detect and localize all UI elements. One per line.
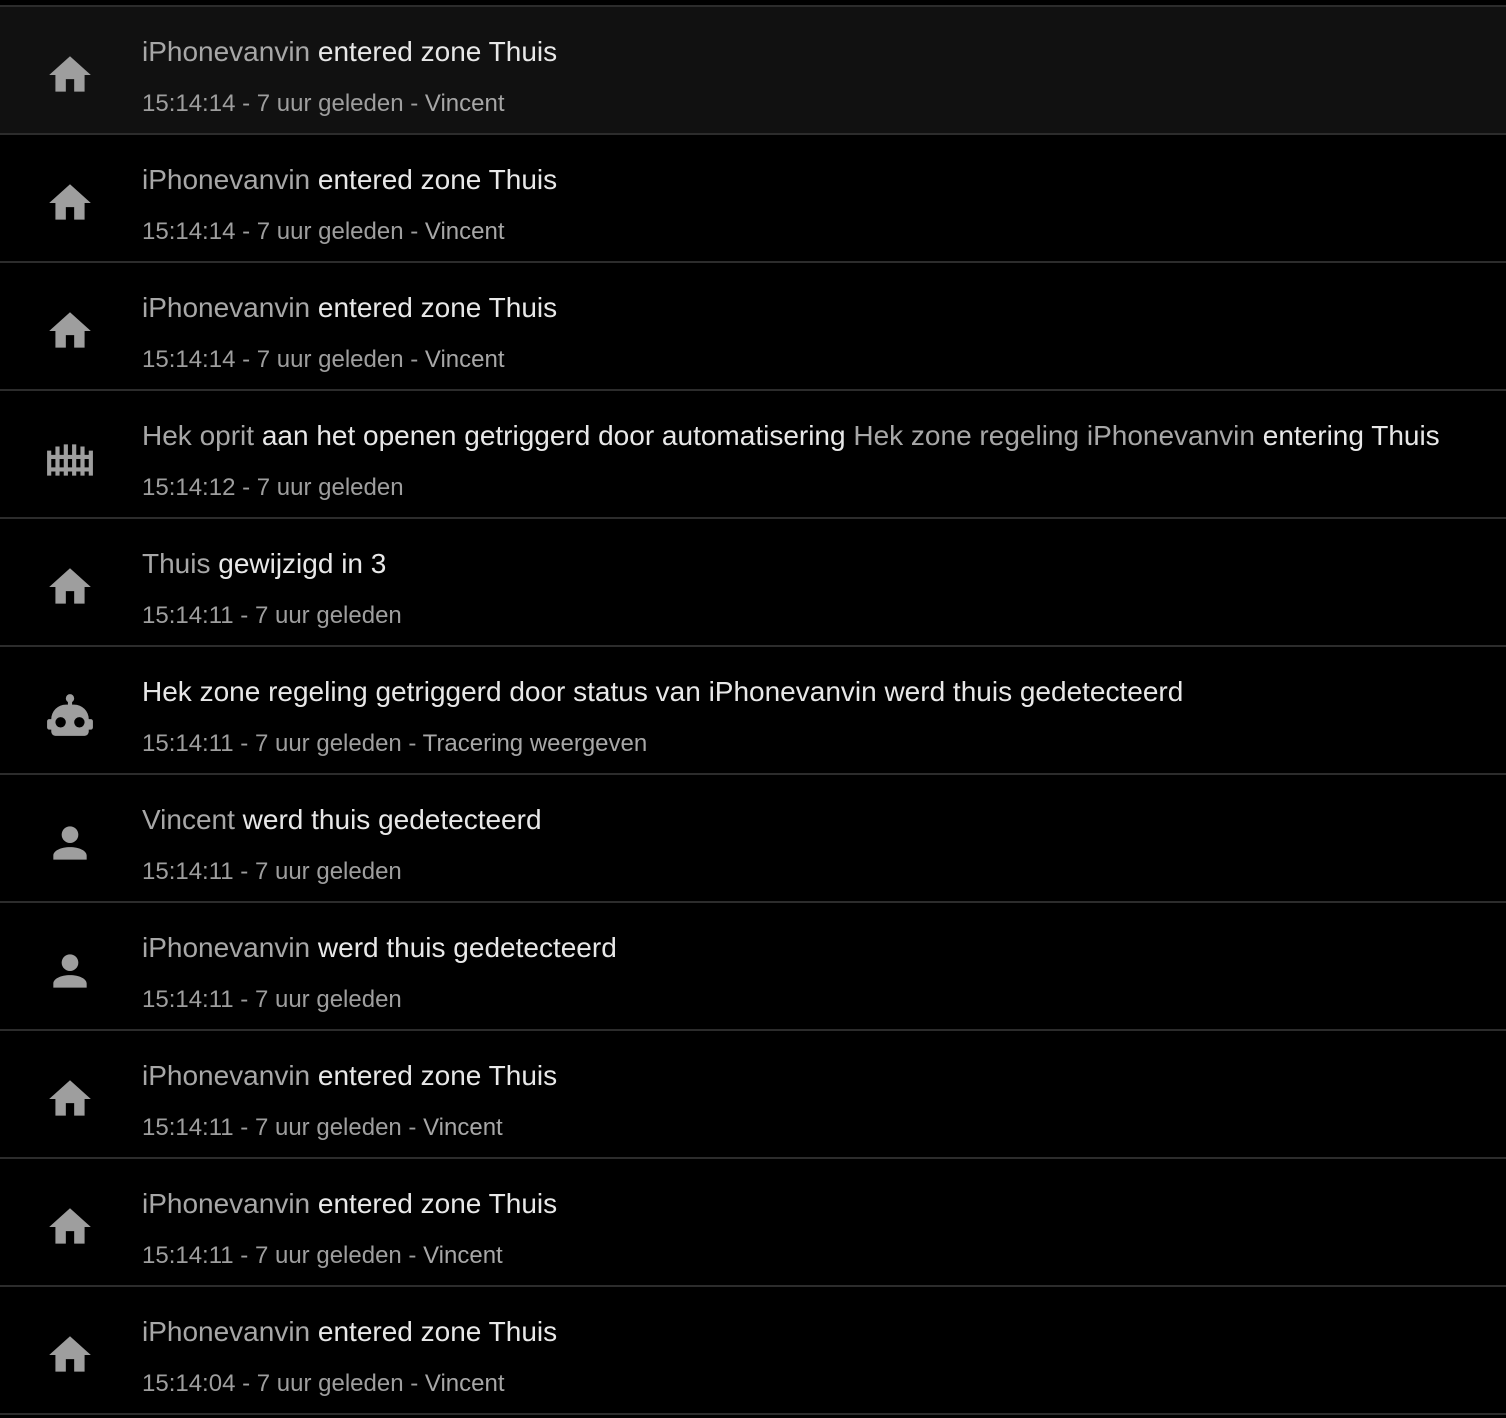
entry-action: gewijzigd in 3	[218, 548, 387, 579]
entry-time: 15:14:14	[142, 90, 236, 117]
entry-relative-time: 7 uur geleden	[254, 986, 402, 1013]
robot-icon	[45, 690, 95, 740]
entry-meta: 15:14:12 - 7 uur geleden	[142, 474, 404, 501]
entry-meta: 15:14:14 - 7 uur geleden - Vincent	[142, 346, 505, 373]
home-icon	[45, 1074, 95, 1124]
entry-meta: 15:14:04 - 7 uur geleden - Vincent	[142, 1370, 505, 1397]
context-link[interactable]: Vincent	[423, 1114, 503, 1141]
entry-relative-time: 7 uur geleden	[256, 1370, 404, 1397]
entry-meta: 15:14:11 - 7 uur geleden	[142, 858, 402, 885]
logbook-entry[interactable]	[0, 1159, 1506, 1287]
entry-time: 15:14:11	[142, 602, 234, 629]
entry-action: werd thuis gedetecteerd	[242, 804, 542, 835]
entry-action: entered zone Thuis	[317, 1316, 558, 1347]
entry-message	[142, 1187, 557, 1221]
entry-relative-time: 7 uur geleden	[254, 1242, 402, 1269]
logbook-list	[0, 7, 1506, 1415]
entry-message	[142, 931, 617, 965]
entry-time: 15:14:14	[142, 346, 236, 373]
person-icon	[45, 946, 95, 996]
entry-message	[142, 1315, 557, 1349]
logbook-entry[interactable]	[0, 903, 1506, 1031]
home-icon	[45, 1202, 95, 1252]
entry-meta: 15:14:14 - 7 uur geleden - Vincent	[142, 90, 505, 117]
entry-relative-time: 7 uur geleden	[256, 474, 404, 501]
automation-link[interactable]: Hek zone regeling	[853, 420, 1080, 451]
entry-message	[142, 803, 542, 837]
entry-message	[142, 547, 386, 581]
entry-action: entered zone Thuis	[317, 1060, 558, 1091]
logbook-entry[interactable]	[0, 519, 1506, 647]
entry-relative-time: 7 uur geleden	[256, 346, 404, 373]
entry-action: entered zone Thuis	[317, 1188, 558, 1219]
context-link[interactable]: Vincent	[424, 218, 505, 245]
entry-relative-time: 7 uur geleden	[256, 90, 404, 117]
home-icon	[45, 178, 95, 228]
entity-link[interactable]: Vincent	[142, 804, 235, 835]
entity-link[interactable]: iPhonevanvin	[142, 164, 311, 195]
entity-link[interactable]: iPhonevanvin	[142, 292, 311, 323]
entry-time: 15:14:12	[142, 474, 236, 501]
entry-action: werd thuis gedetecteerd	[317, 932, 617, 963]
home-icon	[45, 306, 95, 356]
entity-link[interactable]: iPhonevanvin	[142, 1316, 311, 1347]
logbook-entry[interactable]	[0, 263, 1506, 391]
entry-time: 15:14:11	[142, 858, 234, 885]
entry-meta: 15:14:14 - 7 uur geleden - Vincent	[142, 218, 505, 245]
entry-meta: 15:14:11 - 7 uur geleden	[142, 986, 402, 1013]
entry-message	[142, 419, 1440, 453]
gate-icon	[45, 434, 95, 484]
entry-message	[142, 1059, 557, 1093]
entry-time: 15:14:11	[142, 986, 234, 1013]
logbook-entry[interactable]	[0, 7, 1506, 135]
logbook-entry[interactable]	[0, 1287, 1506, 1415]
home-icon	[45, 1330, 95, 1380]
context-link[interactable]: Vincent	[424, 1370, 505, 1397]
entry-relative-time: 7 uur geleden	[254, 858, 402, 885]
top-divider	[0, 0, 1506, 7]
entity-link[interactable]: iPhonevanvin	[142, 932, 311, 963]
entry-message	[142, 35, 557, 69]
entry-message	[142, 291, 557, 325]
entry-action: entered zone Thuis	[317, 164, 558, 195]
context-link[interactable]: Vincent	[424, 90, 505, 117]
entry-action-suffix: entering Thuis	[1262, 420, 1440, 451]
entity-link[interactable]: Hek oprit	[142, 420, 255, 451]
logbook-entry[interactable]	[0, 775, 1506, 903]
entity-link[interactable]: iPhonevanvin	[1086, 420, 1255, 451]
entry-time: 15:14:04	[142, 1370, 236, 1397]
person-icon	[45, 818, 95, 868]
entry-meta: 15:14:11 - 7 uur geleden	[142, 602, 402, 629]
entry-time: 15:14:11	[142, 1114, 234, 1141]
logbook-entry[interactable]	[0, 647, 1506, 775]
entry-action: Hek zone regeling getriggerd door status van iPhonevanvin werd thuis gedetecteerd	[142, 676, 1184, 707]
context-link[interactable]: Vincent	[424, 346, 505, 373]
entry-message	[142, 675, 1183, 709]
entry-message	[142, 163, 557, 197]
entry-relative-time: 7 uur geleden	[256, 218, 404, 245]
entry-meta: 15:14:11 - 7 uur geleden - Vincent	[142, 1242, 503, 1269]
entity-link[interactable]: iPhonevanvin	[142, 1060, 311, 1091]
home-icon	[45, 562, 95, 612]
entry-action: entered zone Thuis	[317, 292, 558, 323]
entry-time: 15:14:14	[142, 218, 236, 245]
entry-meta: 15:14:11 - 7 uur geleden - Vincent	[142, 1114, 503, 1141]
entity-link[interactable]: iPhonevanvin	[142, 1188, 311, 1219]
context-link[interactable]: Vincent	[423, 1242, 503, 1269]
entry-time: 15:14:11	[142, 1242, 234, 1269]
logbook-entry[interactable]	[0, 135, 1506, 263]
show-trace-link[interactable]: Tracering weergeven	[422, 730, 648, 757]
entry-action: aan het openen getriggerd door automatisering	[261, 420, 846, 451]
entry-relative-time: 7 uur geleden	[254, 730, 402, 757]
logbook-entry[interactable]	[0, 1031, 1506, 1159]
entry-time: 15:14:11	[142, 730, 234, 757]
entity-link[interactable]: Thuis	[142, 548, 211, 579]
entry-action: entered zone Thuis	[317, 36, 558, 67]
logbook-entry[interactable]	[0, 391, 1506, 519]
entry-relative-time: 7 uur geleden	[254, 1114, 402, 1141]
entry-meta: 15:14:11 - 7 uur geleden - Tracering weergeven	[142, 730, 648, 757]
home-icon	[45, 50, 95, 100]
entry-relative-time: 7 uur geleden	[254, 602, 402, 629]
entity-link[interactable]: iPhonevanvin	[142, 36, 311, 67]
